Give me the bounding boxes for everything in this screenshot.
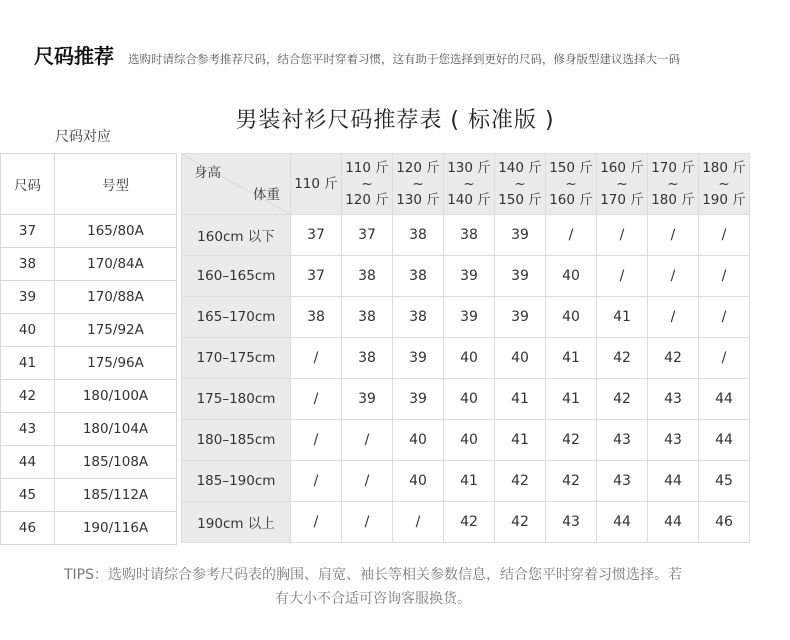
- recommended-size-cell: 45: [699, 461, 750, 502]
- recommended-size-cell: 40: [444, 420, 495, 461]
- recommended-size-cell: 43: [648, 379, 699, 420]
- model-cell: 180/104A: [55, 413, 177, 446]
- table-header-row: [1, 154, 177, 215]
- weight-axis-label: 体重: [253, 187, 280, 203]
- recommended-size-cell: 39: [393, 338, 444, 379]
- size-cell: 37: [1, 215, 55, 248]
- recommended-size-cell: 43: [648, 420, 699, 461]
- size-cell: 39: [1, 281, 55, 314]
- table-row: [182, 338, 750, 379]
- weight-range-header: [291, 154, 342, 215]
- section-header: [34, 40, 680, 69]
- table-row: [182, 297, 750, 338]
- recommended-size-cell: 40: [393, 461, 444, 502]
- recommended-size-cell: /: [291, 379, 342, 420]
- recommended-size-cell: 43: [597, 420, 648, 461]
- recommended-size-cell: 38: [444, 215, 495, 256]
- weight-range-header: [495, 154, 546, 215]
- weight-range-text: ~: [361, 176, 373, 192]
- size-cell: 45: [1, 479, 55, 512]
- weight-range-text: 160 斤: [600, 160, 644, 176]
- weight-range-text: 150 斤: [549, 160, 593, 176]
- recommended-size-cell: 38: [342, 256, 393, 297]
- model-cell: 165/80A: [55, 215, 177, 248]
- model-cell: 190/116A: [55, 512, 177, 545]
- section-subtitle: 选购时请综合参考推荐尺码，结合您平时穿着习惯，这有助于您选择到更好的尺码，修身版型建议选择大一码: [128, 52, 680, 66]
- weight-range-text: 120 斤: [396, 160, 440, 176]
- table-row: [1, 413, 177, 446]
- weight-range-header: [393, 154, 444, 215]
- table-row: [1, 248, 177, 281]
- recommended-size-cell: 44: [648, 502, 699, 543]
- size-recommendation-table: [181, 153, 750, 543]
- recommended-size-cell: 40: [546, 256, 597, 297]
- recommended-size-cell: 42: [495, 502, 546, 543]
- table-row: [1, 446, 177, 479]
- weight-range-text: 150 斤: [498, 192, 542, 208]
- weight-range-text: ~: [565, 176, 577, 192]
- recommended-size-cell: 43: [597, 461, 648, 502]
- table-row: [182, 215, 750, 256]
- recommended-size-cell: 43: [546, 502, 597, 543]
- model-cell: 185/108A: [55, 446, 177, 479]
- weight-range-text: 140 斤: [447, 192, 491, 208]
- recommended-size-cell: /: [393, 502, 444, 543]
- table-row: [1, 314, 177, 347]
- recommended-size-cell: /: [699, 338, 750, 379]
- recommended-size-cell: /: [291, 338, 342, 379]
- column-header-model: 号型: [55, 154, 177, 215]
- model-cell: 175/96A: [55, 347, 177, 380]
- recommended-size-cell: 41: [546, 338, 597, 379]
- weight-range-header: [444, 154, 495, 215]
- size-cell: 44: [1, 446, 55, 479]
- recommended-size-cell: 41: [495, 379, 546, 420]
- recommended-size-cell: /: [648, 215, 699, 256]
- size-cell: 42: [1, 380, 55, 413]
- recommended-size-cell: 44: [597, 502, 648, 543]
- recommended-size-cell: 38: [342, 297, 393, 338]
- tips-line-1: TIPS：选购时请综合参考尺码表的胸围、肩宽、袖长等相关参数信息，结合您平时穿着习惯选择。若: [63, 567, 682, 583]
- weight-range-text: ~: [616, 176, 628, 192]
- weight-range-text: ~: [667, 176, 679, 192]
- recommended-size-cell: /: [546, 215, 597, 256]
- weight-range-text: 130 斤: [447, 160, 491, 176]
- table-row: [1, 347, 177, 380]
- weight-range-text: ~: [463, 176, 475, 192]
- weight-range-text: 110 斤: [345, 160, 389, 176]
- recommended-size-cell: 39: [495, 297, 546, 338]
- recommended-size-cell: 42: [495, 461, 546, 502]
- table-row: [182, 420, 750, 461]
- table-row: [1, 281, 177, 314]
- recommended-size-cell: 44: [699, 420, 750, 461]
- recommended-size-cell: 42: [648, 338, 699, 379]
- weight-range-header: [648, 154, 699, 215]
- size-cell: 46: [1, 512, 55, 545]
- weight-range-text: 140 斤: [498, 160, 542, 176]
- recommended-size-cell: 38: [393, 215, 444, 256]
- weight-range-text: 170 斤: [600, 192, 644, 208]
- recommended-size-cell: 39: [444, 297, 495, 338]
- weight-range-text: 180 斤: [651, 192, 695, 208]
- model-cell: 170/84A: [55, 248, 177, 281]
- recommended-size-cell: /: [699, 297, 750, 338]
- recommended-size-cell: /: [648, 256, 699, 297]
- recommended-size-cell: 37: [291, 256, 342, 297]
- recommended-size-cell: /: [648, 297, 699, 338]
- recommended-size-cell: /: [597, 215, 648, 256]
- height-range-cell: 175–180cm: [182, 379, 291, 420]
- section-title: 尺码推荐: [34, 44, 114, 68]
- recommended-size-cell: 42: [597, 338, 648, 379]
- height-range-cell: 180–185cm: [182, 420, 291, 461]
- recommended-size-cell: 39: [444, 256, 495, 297]
- height-range-cell: 190cm 以上: [182, 502, 291, 543]
- size-mapping-table: [0, 153, 177, 545]
- weight-range-text: ~: [412, 176, 424, 192]
- recommended-size-cell: 40: [546, 297, 597, 338]
- recommended-size-cell: 44: [648, 461, 699, 502]
- size-mapping-caption: 尺码对应: [55, 129, 111, 145]
- recommended-size-cell: 44: [699, 379, 750, 420]
- recommended-size-cell: 42: [546, 461, 597, 502]
- recommended-size-cell: 38: [291, 297, 342, 338]
- model-cell: 185/112A: [55, 479, 177, 512]
- recommended-size-cell: 41: [495, 420, 546, 461]
- weight-range-header: [597, 154, 648, 215]
- weight-range-text: 130 斤: [396, 192, 440, 208]
- table-row: [1, 512, 177, 545]
- weight-range-text: 120 斤: [345, 192, 389, 208]
- recommended-size-cell: 40: [444, 338, 495, 379]
- model-cell: 175/92A: [55, 314, 177, 347]
- size-cell: 40: [1, 314, 55, 347]
- height-range-cell: 170–175cm: [182, 338, 291, 379]
- table-row: [182, 256, 750, 297]
- recommended-size-cell: 41: [546, 379, 597, 420]
- recommended-size-cell: /: [291, 502, 342, 543]
- weight-range-text: 190 斤: [702, 192, 746, 208]
- height-range-cell: 185–190cm: [182, 461, 291, 502]
- recommended-size-cell: 39: [393, 379, 444, 420]
- tips-line-2: 有大小不合适可咨询客服换货。: [275, 591, 471, 607]
- tips-note: [0, 563, 746, 611]
- table-row: [182, 379, 750, 420]
- height-range-cell: 165–170cm: [182, 297, 291, 338]
- table-row: [1, 215, 177, 248]
- weight-range-header: [699, 154, 750, 215]
- recommended-size-cell: /: [699, 215, 750, 256]
- recommended-size-cell: 39: [342, 379, 393, 420]
- size-cell: 38: [1, 248, 55, 281]
- recommended-size-cell: 40: [393, 420, 444, 461]
- table-row: [1, 479, 177, 512]
- recommended-size-cell: /: [291, 420, 342, 461]
- table-header-row: [182, 154, 750, 215]
- recommended-size-cell: 41: [597, 297, 648, 338]
- size-cell: 41: [1, 347, 55, 380]
- recommended-size-cell: /: [597, 256, 648, 297]
- table-row: [182, 461, 750, 502]
- recommended-size-cell: 38: [342, 338, 393, 379]
- recommended-size-cell: /: [342, 461, 393, 502]
- recommended-size-cell: 42: [597, 379, 648, 420]
- recommended-size-cell: 38: [393, 256, 444, 297]
- recommended-size-cell: /: [342, 502, 393, 543]
- recommended-size-cell: 39: [495, 215, 546, 256]
- recommended-size-cell: 39: [495, 256, 546, 297]
- recommended-size-cell: 37: [291, 215, 342, 256]
- weight-range-text: ~: [514, 176, 526, 192]
- weight-range-text: 160 斤: [549, 192, 593, 208]
- weight-range-header: [342, 154, 393, 215]
- weight-range-header: [546, 154, 597, 215]
- recommended-size-cell: 42: [546, 420, 597, 461]
- recommended-size-cell: 40: [444, 379, 495, 420]
- model-cell: 170/88A: [55, 281, 177, 314]
- weight-range-text: 180 斤: [702, 160, 746, 176]
- table-title: 男装衬衫尺码推荐表 ( 标准版 ): [235, 108, 555, 133]
- corner-header-cell: [182, 154, 291, 215]
- recommended-size-cell: 46: [699, 502, 750, 543]
- column-header-size: 尺码: [1, 154, 55, 215]
- weight-range-text: 110 斤: [294, 176, 338, 192]
- size-cell: 43: [1, 413, 55, 446]
- table-row: [182, 502, 750, 543]
- recommended-size-cell: 42: [444, 502, 495, 543]
- recommended-size-cell: 37: [342, 215, 393, 256]
- weight-range-text: 170 斤: [651, 160, 695, 176]
- recommended-size-cell: 41: [444, 461, 495, 502]
- recommended-size-cell: /: [699, 256, 750, 297]
- recommended-size-cell: /: [342, 420, 393, 461]
- weight-range-text: ~: [718, 176, 730, 192]
- height-axis-label: 身高: [194, 165, 221, 181]
- table-row: [1, 380, 177, 413]
- height-range-cell: 160–165cm: [182, 256, 291, 297]
- recommended-size-cell: /: [291, 461, 342, 502]
- height-range-cell: 160cm 以下: [182, 215, 291, 256]
- recommended-size-cell: 38: [393, 297, 444, 338]
- model-cell: 180/100A: [55, 380, 177, 413]
- recommended-size-cell: 40: [495, 338, 546, 379]
